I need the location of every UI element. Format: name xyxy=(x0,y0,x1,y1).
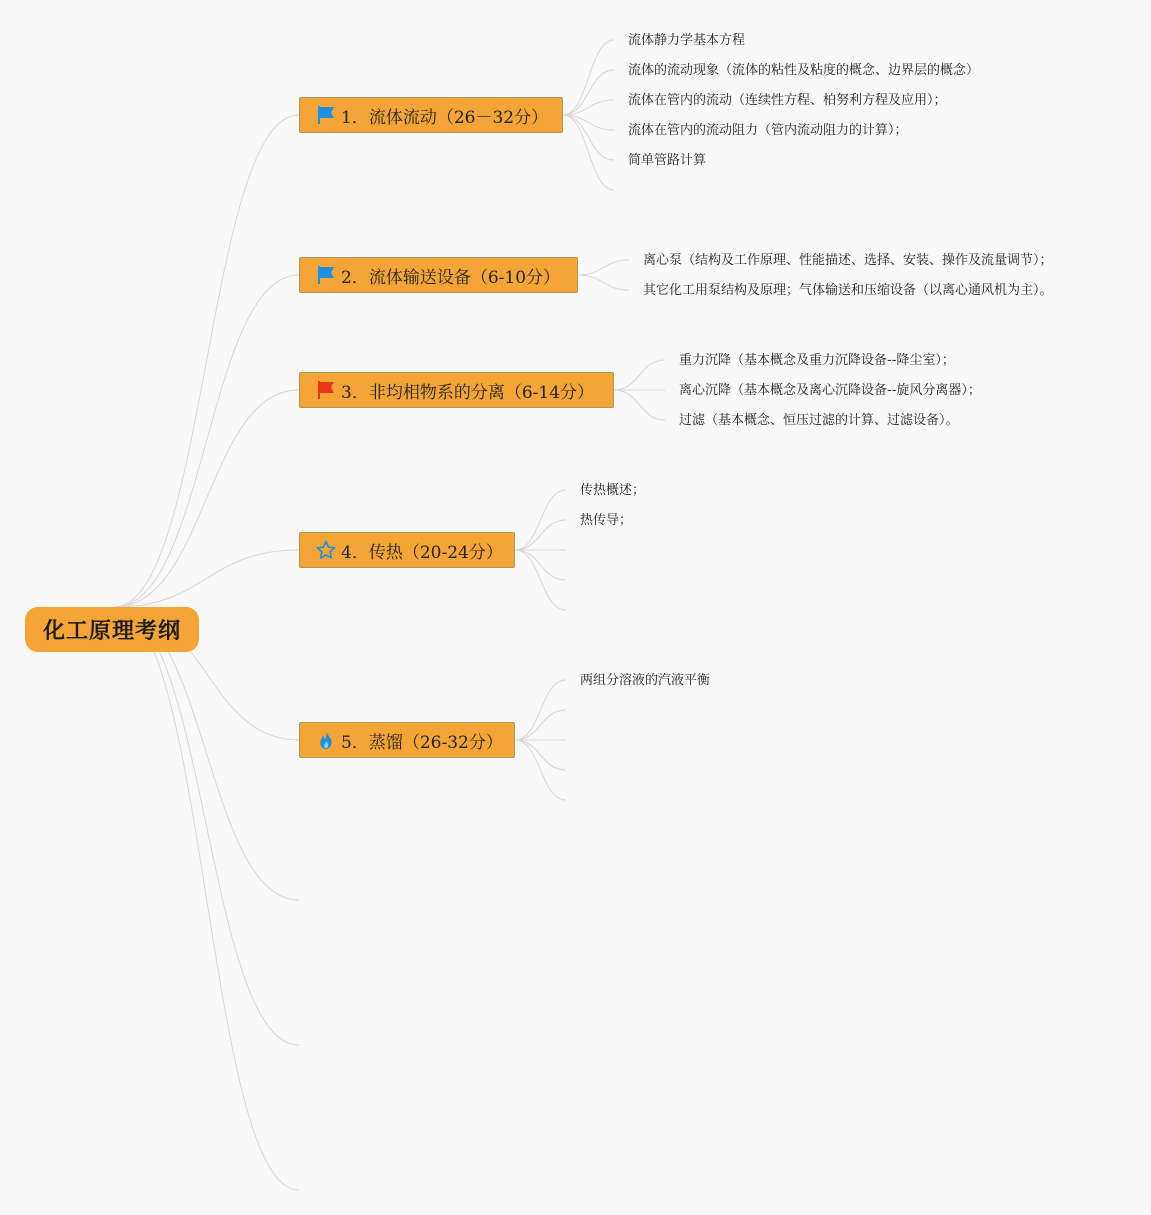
connector-line xyxy=(114,115,299,607)
subtopic-item[interactable]: 热传导； xyxy=(580,513,633,528)
connector-line xyxy=(515,740,566,770)
subtopic-item[interactable]: 传热概述； xyxy=(580,483,646,498)
subtopic-item[interactable]: 离心沉降（基本概念及离心沉降设备--旋风分离器）； xyxy=(679,383,981,398)
connector-line xyxy=(114,275,299,607)
topic-node-4[interactable] xyxy=(299,532,515,568)
topic-label: 5．蒸馏（26-32分） xyxy=(341,732,503,753)
topic-node-5[interactable] xyxy=(299,722,515,758)
connector-line xyxy=(515,490,566,550)
connector-line xyxy=(515,680,566,740)
connector-line xyxy=(614,360,665,390)
subtopic-item[interactable]: 其它化工用泵结构及原理；气体输送和压缩设备（以离心通风机为主）。 xyxy=(643,283,1053,298)
topic-label: 2．流体输送设备（6-10分） xyxy=(341,267,561,288)
connector-line xyxy=(515,550,566,610)
subtopic-item[interactable]: 简单管路计算 xyxy=(628,153,707,168)
subtopic-item[interactable]: 重力沉降（基本概念及重力沉降设备--降尘室）； xyxy=(679,353,955,368)
connector-line xyxy=(563,115,614,190)
blue-flag-icon xyxy=(316,265,336,285)
star-icon xyxy=(316,540,336,560)
subtopic-item[interactable]: 两组分溶液的汽液平衡 xyxy=(580,673,711,688)
connector-line xyxy=(614,390,665,420)
subtopic-item[interactable]: 流体在管内的流动阻力（管内流动阻力的计算）； xyxy=(628,123,908,138)
subtopic-item[interactable]: 流体在管内的流动（连续性方程、柏努利方程及应用）； xyxy=(628,93,947,108)
topic-node-1[interactable] xyxy=(299,97,563,133)
connector-line xyxy=(515,520,566,550)
connector-line xyxy=(515,710,566,740)
root-label: 化工原理考纲 xyxy=(42,619,181,644)
red-flag-icon xyxy=(316,380,336,400)
connector-line xyxy=(578,260,629,275)
subtopic-item[interactable]: 流体静力学基本方程 xyxy=(628,33,746,48)
blue-flag-icon xyxy=(316,105,336,125)
subtopic-item[interactable]: 过滤（基本概念、恒压过滤的计算、过滤设备）。 xyxy=(679,413,959,428)
connector-line xyxy=(114,390,299,607)
topic-label: 1．流体流动（26－32分） xyxy=(341,107,549,128)
root-node[interactable] xyxy=(25,607,199,652)
fire-icon xyxy=(316,730,336,750)
topic-node-2[interactable] xyxy=(299,257,578,293)
connector-line xyxy=(515,550,566,580)
connector-line xyxy=(515,740,566,800)
subtopic-item[interactable]: 流体的流动现象（流体的粘性及粘度的概念、边界层的概念） xyxy=(628,63,980,78)
topic-label: 3．非均相物系的分离（6-14分） xyxy=(341,382,595,403)
topic-label: 4．传热（20-24分） xyxy=(341,542,503,563)
connector-line xyxy=(114,550,299,607)
connector-line xyxy=(114,607,299,1190)
topic-node-3[interactable] xyxy=(299,372,614,408)
subtopic-item[interactable]: 离心泵（结构及工作原理、性能描述、选择、安装、操作及流量调节）； xyxy=(643,253,1053,268)
connector-line xyxy=(563,40,614,115)
connector-line xyxy=(578,275,629,290)
